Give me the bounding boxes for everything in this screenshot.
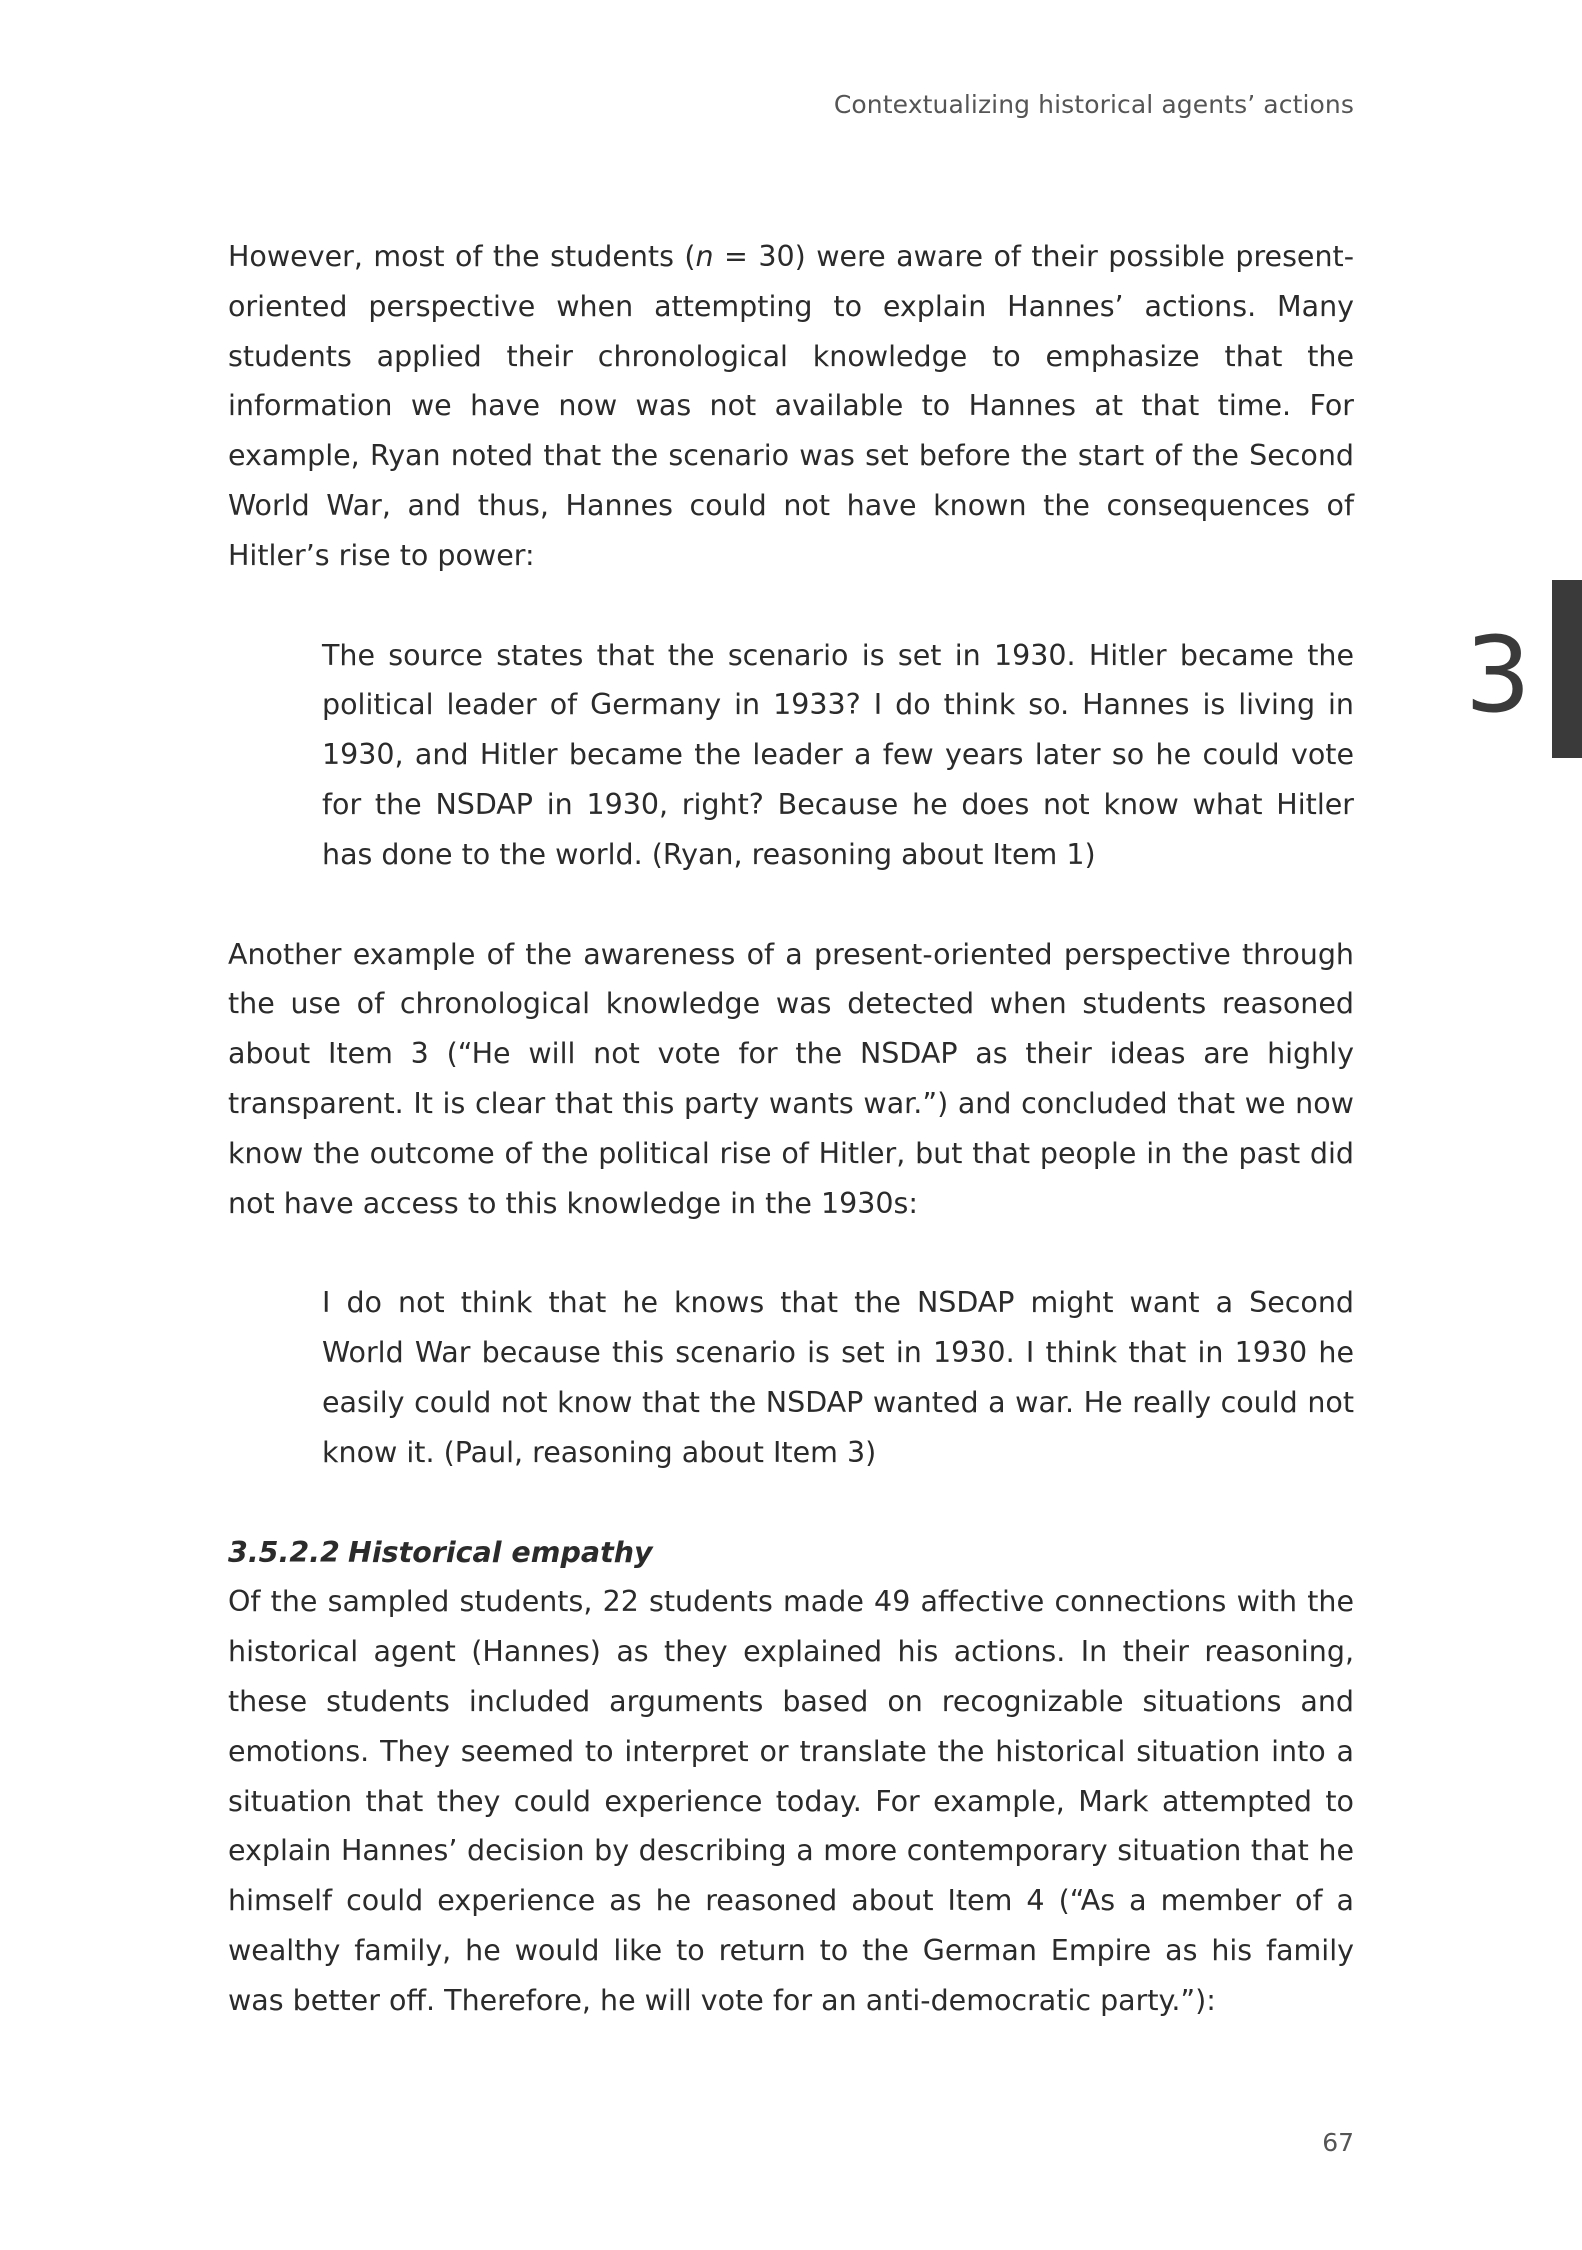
chapter-tab-marker: [1552, 580, 1582, 758]
page-content: [228, 232, 1354, 2026]
paragraph-empathy: Of the sampled students, 22 students made 49 affective connections with the historical agent (Hannes) as they explained his actions. In their reasoning, these students included arguments based on recognizable situations and emotions. They seemed to interpret or translate the historical situation into a situation that they could experience today. For example, Mark attempted to explain Hannes’ decision by describing a more contemporary situation that he himself could experience as he reasoned about Item 4 (“As a member of a wealthy family, he would like to return to the German Empire as his family was better off. Therefore, he will vote for an anti-democratic party.”):: [228, 1585, 1354, 2017]
page-number: 67: [1322, 2128, 1354, 2157]
paragraph-intro: [228, 232, 1354, 581]
chapter-number: 3: [1464, 614, 1532, 736]
running-header: Contextualizing historical agents’ actions: [833, 90, 1354, 119]
section-title: Historical empathy: [348, 1535, 653, 1569]
section-heading: [228, 1528, 1354, 1578]
blockquote-ryan: The source states that the scenario is set in 1930. Hitler became the political leader of Germany in 1933? I do think so. Hannes is living in 1930, and Hitler became the leader a few years later so he could vote for the NSDAP in 1930, right? Because he does not know what Hitler has done to the world. (Ryan, reasoning about Item 1): [322, 638, 1354, 871]
paragraph-intro-rest: = 30) were aware of their possible present-oriented perspective when attempting to explain Hannes’ actions. Many students applied their chronological knowledge to emphasize that the information we have now was not available to Hannes at that time. For example, Ryan noted that the scenario was set before the start of the Second World War, and thus, Hannes could not have known the consequences of Hitler’s rise to power:: [228, 240, 1354, 572]
section-number: 3.5.2.2: [228, 1535, 340, 1569]
sample-size-variable: n: [695, 240, 714, 273]
paragraph-chronological: Another example of the awareness of a present-oriented perspective through the use of chronological knowledge was detected when students reasoned about Item 3 (“He will not vote for the NSDAP as their ideas are highly transparent. It is clear that this party wants war.”) and concluded that we now know the outcome of the political rise of Hitler, but that people in the past did not have access to this knowledge in the 1930s:: [228, 937, 1354, 1220]
paragraph-intro-start: However, most of the students (: [228, 240, 696, 273]
blockquote-paul: I do not think that he knows that the NSDAP might want a Second World War because this scenario is set in 1930. I think that in 1930 he easily could not know that the NSDAP wanted a war. He really could not know it. (Paul, reasoning about Item 3): [322, 1286, 1354, 1469]
